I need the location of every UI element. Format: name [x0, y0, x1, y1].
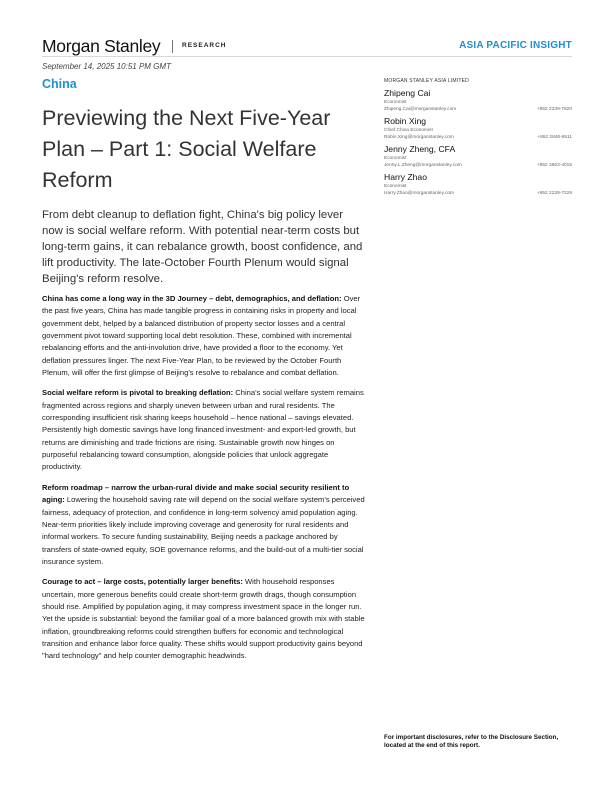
author-role: Chief China Economist	[384, 128, 433, 133]
body-paragraph	[42, 576, 367, 662]
author-name: Zhipeng Cai	[384, 88, 431, 98]
author-role: Economist	[384, 100, 407, 105]
author-name: Jenny Zheng, CFA	[384, 144, 456, 154]
author-phone: +852 2239-7229	[536, 191, 572, 196]
author-entry	[384, 172, 572, 197]
body-paragraphs	[42, 293, 367, 671]
paragraph-lead: China has come a long way in the 3D Journey – debt, demographics, and deflation:	[42, 294, 342, 303]
authors-panel	[384, 78, 572, 200]
author-email[interactable]: Jenny.L.Zheng@morganstanley.com	[384, 163, 462, 168]
research-label: RESEARCH	[182, 42, 227, 49]
body-paragraph	[42, 482, 367, 568]
author-email[interactable]: Harry.Zhao@morganstanley.com	[384, 191, 455, 196]
region-label: China	[42, 77, 77, 91]
header-rule	[42, 56, 572, 57]
author-entry	[384, 144, 572, 169]
author-role: Economist	[384, 184, 407, 189]
paragraph-body: Over the past five years, China has made tangible progress in containing risks in property and local government debt, helped by a balanced distribution of property sector losses and a central government pivot toward supporting local debt resolution. These, combined with incremental rebalancing efforts and the anti-involution drive, have provided a floor to the economy. Yet deflation pressures linger. The next Five-Year Plan, to be reviewed by the October Fourth Plenum, will offer the first glimpse of Beijing's resolve to rebalance and combat deflation.	[42, 294, 361, 378]
header-divider	[172, 40, 173, 53]
paragraph-body: Lowering the household saving rate will depend on the social welfare system's perceived fairness, adequacy of protection, and confidence in long-term solvency amid population aging. Near-term priorities likely include improving coverage and generosity for rural residents and informal workers. To secure funding sustainability, Beijing needs a package anchored by transfers of state-owned equity, SOE governance reforms, and the build-out of a multi-tier social insurance system.	[42, 495, 365, 566]
author-phone: +852 2239-7820	[536, 107, 572, 112]
report-title: Previewing the Next Five-Year Plan – Part 1: Social Welfare Reform	[42, 106, 331, 192]
author-contact	[384, 106, 572, 113]
paragraph-lead: Social welfare reform is pivotal to breaking deflation:	[42, 388, 234, 398]
author-name: Harry Zhao	[384, 172, 427, 182]
paragraph-lead: Reform roadmap – narrow the urban-rural divide and make social security resilient to aging:	[42, 482, 350, 505]
author-phone: +852 2848-6511	[537, 135, 572, 140]
author-phone: +852 3963-4015	[536, 163, 572, 168]
author-entry	[384, 116, 572, 141]
series-label: ASIA PACIFIC INSIGHT	[459, 40, 572, 51]
morgan-stanley-logo: Morgan Stanley	[42, 36, 161, 56]
publication-date: September 14, 2025 10:51 PM GMT	[42, 62, 171, 71]
author-name: Robin Xing	[384, 116, 427, 126]
author-email[interactable]: Zhipeng.Cai@morganstanley.com	[384, 107, 457, 112]
author-contact	[384, 190, 572, 197]
author-role: Economist	[384, 156, 407, 161]
author-entry	[384, 88, 572, 113]
authors-affiliation: MORGAN STANLEY ASIA LIMITED	[384, 78, 469, 84]
author-email[interactable]: Robin.Xing@morganstanley.com	[384, 135, 454, 140]
body-paragraph	[42, 293, 367, 379]
body-paragraph	[42, 387, 367, 473]
report-summary: From debt cleanup to deflation fight, China's big policy lever now is social welfare reform. With potential near-term costs but long-term gains, it can rebalance growth, boost confidence, and lift productivity. The late-October Fourth Plenum would signal Beijing's reform resolve.	[42, 209, 363, 286]
author-contact	[384, 134, 572, 141]
report-header	[42, 36, 572, 58]
paragraph-body: With household responses uncertain, more generous benefits could create short-term growth drags, though consumption should rise. Amplified by population aging, it may compress investment space in the longer run. Yet the upside is substantial: beyond the familiar goal of a more balanced growth mix with stable inflation, groundbreaking reforms could strengthen buffers for economic and technological transition and enhance labor force quality. These shifts would support productivity gains beyond "hard technology" and help counter demographic headwinds.	[42, 577, 365, 661]
paragraph-body: China's social welfare system remains fragmented across regions and sharply uneven between urban and rural residents. The corresponding insufficient risk sharing keeps household – hence national – savings elevated. Persistently high domestic savings have long financed investment- and export-led growth, but returns are diminishing and trade frictions are rising. Sustainable growth now hinges on purposeful rebalancing toward consumption, alongside policies that unlock aggregate productivity.	[42, 388, 364, 472]
author-contact	[384, 162, 572, 169]
disclosure-note: For important disclosures, refer to the Disclosure Section, located at the end of this report.	[384, 734, 559, 750]
paragraph-lead: Courage to act – large costs, potentially larger benefits:	[42, 577, 243, 587]
